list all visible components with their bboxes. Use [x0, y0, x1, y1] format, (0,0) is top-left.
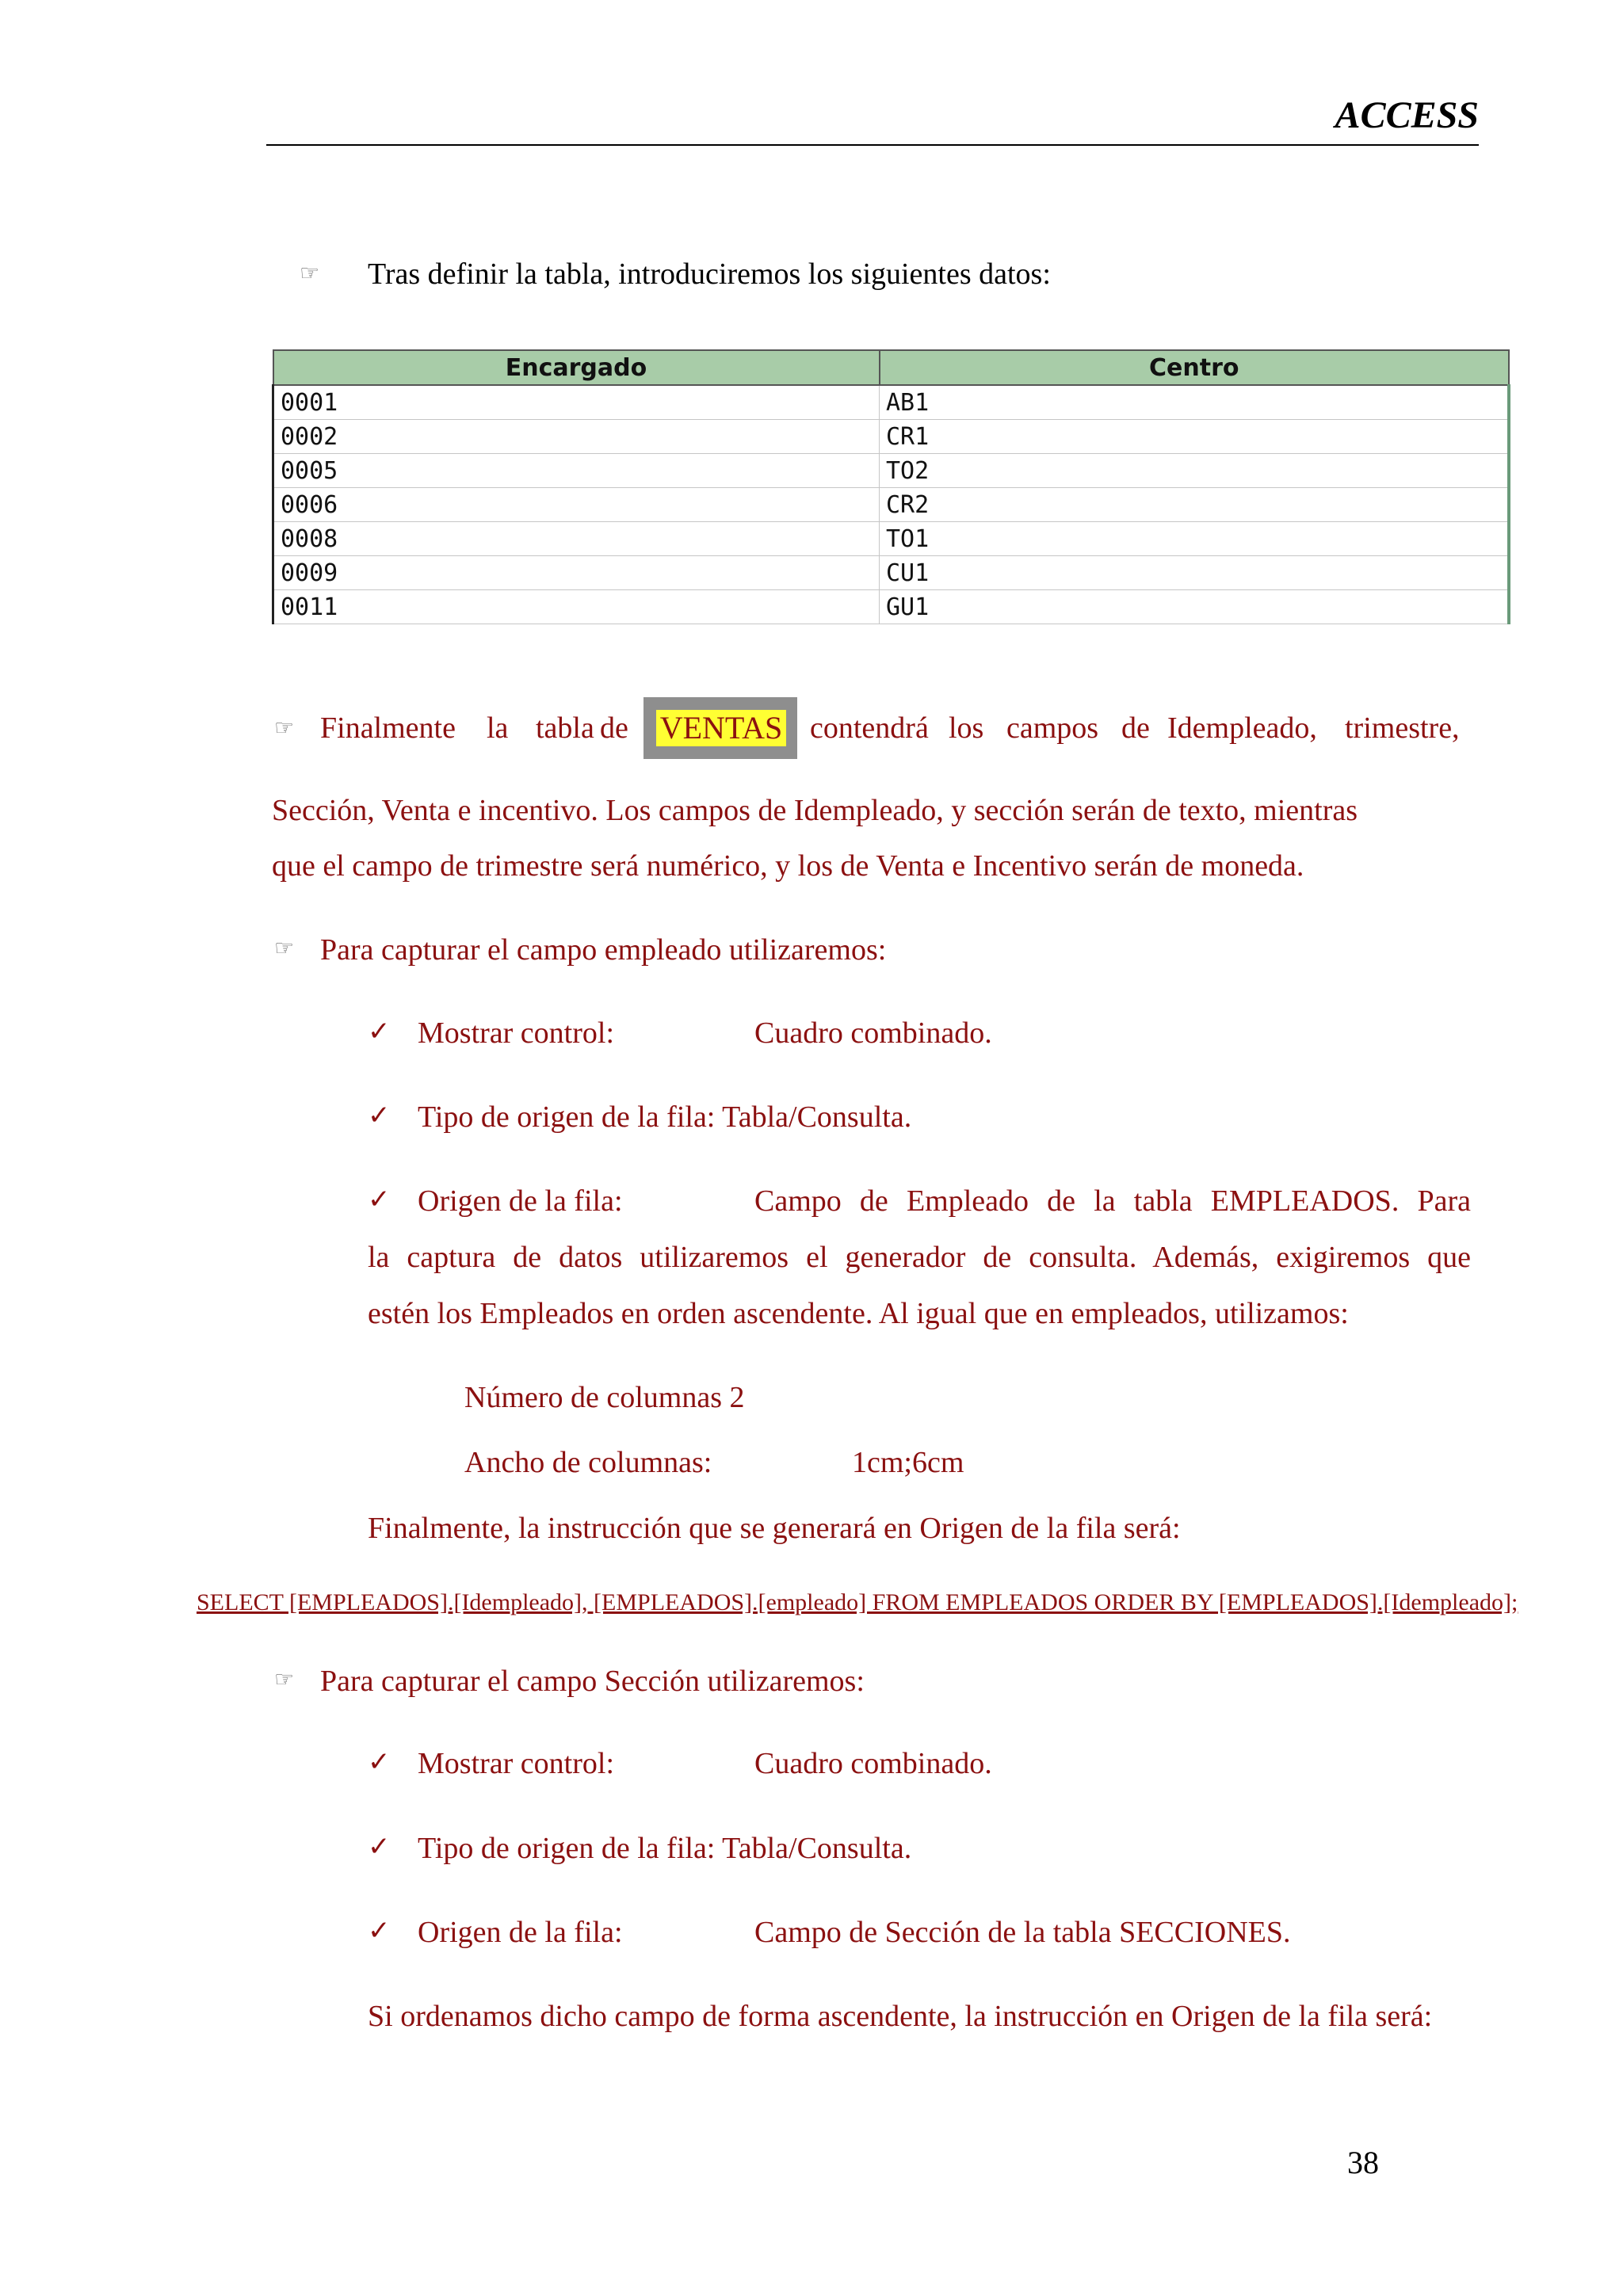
cell-centro: CR1: [880, 420, 1510, 454]
column-header-centro: Centro: [880, 350, 1510, 385]
sql-statement: SELECT [EMPLEADOS].[Idempleado], [EMPLEADOS].[empleado] FROM EMPLEADOS ORDER BY [EMPLEADOS].[Idempleado];: [197, 1589, 1518, 1615]
ventas-line-2: Sección, Venta e incentivo. Los campos de Idempleado, y sección serán de texto, mientras: [272, 794, 1358, 827]
ventas-word-contendra: contendrá: [810, 711, 929, 745]
column-header-encargado: Encargado: [273, 350, 880, 385]
ventas-word-campos: campos: [1006, 711, 1099, 745]
cell-centro: GU1: [880, 590, 1510, 624]
cell-centro: CU1: [880, 556, 1510, 590]
check-mark-icon: ✓: [368, 1831, 391, 1863]
table-row: [273, 488, 1510, 522]
ventas-word-tabla: tabla: [536, 711, 594, 745]
check-mark-icon: ✓: [368, 1184, 391, 1215]
check-mark-icon: ✓: [368, 1016, 391, 1047]
empleado-cols-label: Número de columnas 2: [464, 1381, 745, 1414]
table-row: [273, 420, 1510, 454]
cell-centro: TO2: [880, 454, 1510, 488]
seccion-heading: Para capturar el campo Sección utilizaremos:: [320, 1665, 865, 1698]
pointing-hand-icon: ☞: [300, 260, 320, 286]
header-title: ACCESS: [1335, 94, 1479, 136]
empleado-item3-label: Origen de la fila:: [418, 1184, 623, 1218]
ventas-line-3: que el campo de trimestre será numérico, y los de Venta e Incentivo serán de moneda.: [272, 849, 1304, 883]
empleado-width-label: Ancho de columnas:: [464, 1446, 712, 1479]
ventas-word-trimestre: trimestre,: [1345, 711, 1460, 745]
ventas-word-de-2: de: [1121, 711, 1150, 745]
empleado-item2: Tipo de origen de la fila: Tabla/Consulta.: [418, 1100, 912, 1134]
table-row: [273, 522, 1510, 556]
empleado-final: Finalmente, la instrucción que se generará en Origen de la fila será:: [368, 1512, 1181, 1545]
cell-encargado: 0008: [273, 522, 880, 556]
cell-centro: AB1: [880, 385, 1510, 420]
cell-encargado: 0009: [273, 556, 880, 590]
ventas-highlight: VENTAS: [656, 710, 786, 746]
empleado-item1-label: Mostrar control:: [418, 1016, 615, 1050]
check-mark-icon: ✓: [368, 1746, 391, 1778]
empleado-heading: Para capturar el campo empleado utilizaremos:: [320, 933, 887, 967]
empleado-item3-line2: la captura de datos utilizaremos el generador de consulta. Además, exigiremos que: [368, 1241, 1471, 1274]
seccion-item3-value: Campo de Sección de la tabla SECCIONES.: [754, 1916, 1291, 1949]
ventas-word-idempleado: Idempleado,: [1167, 711, 1317, 745]
data-table: [272, 349, 1510, 624]
ventas-word-los: los: [949, 711, 984, 745]
cell-encargado: 0005: [273, 454, 880, 488]
seccion-item3-label: Origen de la fila:: [418, 1916, 623, 1949]
empleado-width-value: 1cm;6cm: [852, 1446, 964, 1479]
cell-centro: CR2: [880, 488, 1510, 522]
empleado-item3-value: Campo de Empleado de la tabla EMPLEADOS. Para: [754, 1184, 1471, 1218]
pointing-hand-icon: ☞: [274, 935, 295, 961]
check-mark-icon: ✓: [368, 1100, 391, 1131]
table-row: [273, 385, 1510, 420]
cell-encargado: 0006: [273, 488, 880, 522]
intro-text: Tras definir la tabla, introduciremos los siguientes datos:: [368, 257, 1051, 291]
cell-encargado: 0011: [273, 590, 880, 624]
cell-encargado: 0002: [273, 420, 880, 454]
table-row: [273, 556, 1510, 590]
seccion-final: Si ordenamos dicho campo de forma ascendente, la instrucción en Origen de la fila será:: [368, 2000, 1433, 2033]
table-row: [273, 590, 1510, 624]
header-rule: [266, 144, 1479, 146]
table-row: [273, 454, 1510, 488]
empleado-item3-line3: estén los Empleados en orden ascendente. Al igual que en empleados, utilizamos:: [368, 1297, 1349, 1330]
cell-encargado: 0001: [273, 385, 880, 420]
check-mark-icon: ✓: [368, 1915, 391, 1947]
ventas-word-de: de: [600, 711, 628, 745]
empleado-item1-value: Cuadro combinado.: [754, 1016, 992, 1050]
seccion-item1-value: Cuadro combinado.: [754, 1747, 992, 1780]
pointing-hand-icon: ☞: [274, 1666, 295, 1692]
ventas-word-la: la: [487, 711, 509, 745]
seccion-item2: Tipo de origen de la fila: Tabla/Consulta.: [418, 1832, 912, 1865]
ventas-word-finalmente: Finalmente: [320, 711, 456, 745]
page-number: 38: [1347, 2145, 1379, 2180]
pointing-hand-icon: ☞: [274, 715, 295, 741]
seccion-item1-label: Mostrar control:: [418, 1747, 615, 1780]
cell-centro: TO1: [880, 522, 1510, 556]
